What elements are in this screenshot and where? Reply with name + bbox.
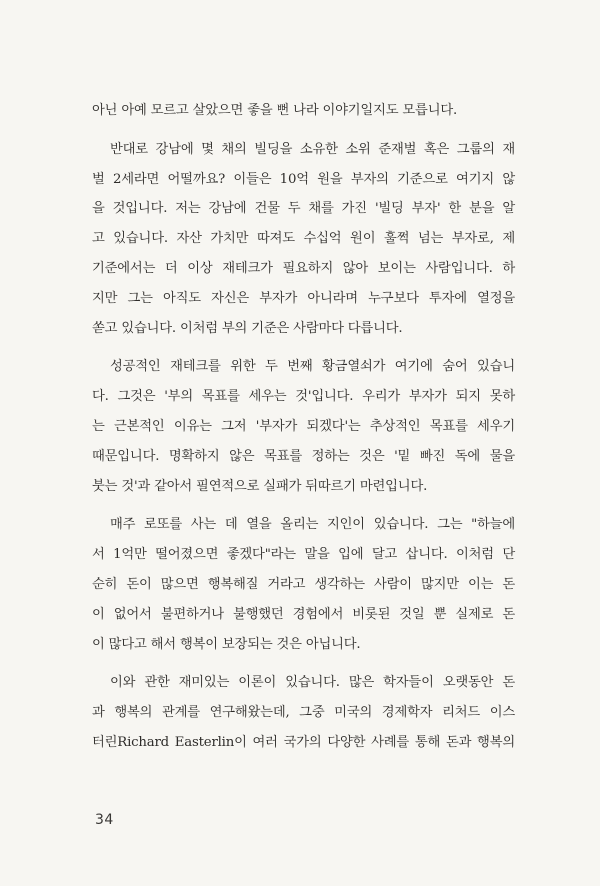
text-line: 순히 돈이 많으면 행복해질 거라고 생각하는 사람이 많지만 이는 돈 — [92, 576, 515, 592]
text-line: 성공적인 재테크를 위한 두 번째 황금열쇠가 여기에 숨어 있습니 — [110, 359, 515, 375]
text-line: 기준에서는 더 이상 재테크가 필요하지 않아 보이는 사람입니다. 하 — [92, 260, 515, 276]
text-line: 아닌 아예 모르고 살았으면 좋을 뻔 나라 이야기일지도 모릅니다. — [92, 103, 458, 118]
paragraph — [92, 135, 515, 344]
text-line: 붓는 것'과 같아서 필연적으로 실패가 뒤따르기 마련입니다. — [92, 478, 428, 494]
text-line: 이와 관한 재미있는 이론이 있습니다. 많은 학자들이 오랫동안 돈 — [110, 675, 515, 691]
text-line: 매주 로또를 사는 데 열을 올리는 지인이 있습니다. 그는 "하늘에 — [110, 517, 515, 533]
text-line: 반대로 강남에 몇 채의 빌딩을 소유한 소위 준재벌 혹은 그룹의 재 — [110, 141, 515, 157]
text-line: 벌 2세라면 어떨까요? 이들은 10억 원을 부자의 기준으로 여기지 않 — [92, 171, 515, 187]
body-text — [92, 96, 515, 758]
paragraph — [92, 510, 515, 659]
text-line: 이 없어서 불편하거나 불행했던 경험에서 비롯된 것일 뿐 실제로 돈 — [92, 606, 515, 622]
page-number: 34 — [95, 812, 114, 828]
text-line: 과 행복의 관계를 연구해왔는데, 그중 미국의 경제학자 리처드 이스 — [92, 705, 515, 721]
text-line: 서 1억만 떨어졌으면 좋겠다"라는 말을 입에 달고 삽니다. 이처럼 단 — [92, 547, 515, 563]
text-line: 는 근본적인 이유는 그저 '부자가 되겠다'는 추상적인 목표를 세우기 — [92, 418, 515, 434]
text-line: 터린Richard Easterlin이 여러 국가의 다양한 사례를 통해 돈과 행복의 — [92, 734, 515, 750]
text-line: 다. 그것은 '부의 목표를 세우는 것'입니다. 우리가 부자가 되지 못하 — [92, 389, 515, 405]
text-line: 지만 그는 아직도 자신은 부자가 아니라며 누구보다 투자에 열정을 — [92, 290, 515, 306]
text-line: 쏟고 있습니다. 이처럼 부의 기준은 사람마다 다릅니다. — [92, 320, 403, 336]
paragraph — [92, 668, 515, 757]
text-line: 이 많다고 해서 행복이 보장되는 것은 아닙니다. — [92, 636, 361, 652]
text-line: 때문입니다. 명확하지 않은 목표를 정하는 것은 '밑 빠진 독에 물을 — [92, 448, 515, 464]
text-line: 을 것입니다. 저는 강남에 건물 두 채를 가진 '빌딩 부자' 한 분을 알 — [92, 201, 515, 217]
text-line: 고 있습니다. 자산 가치만 따져도 수십억 원이 훌쩍 넘는 부자로, 제 — [92, 231, 515, 247]
paragraph — [92, 352, 515, 501]
paragraph — [92, 96, 515, 126]
